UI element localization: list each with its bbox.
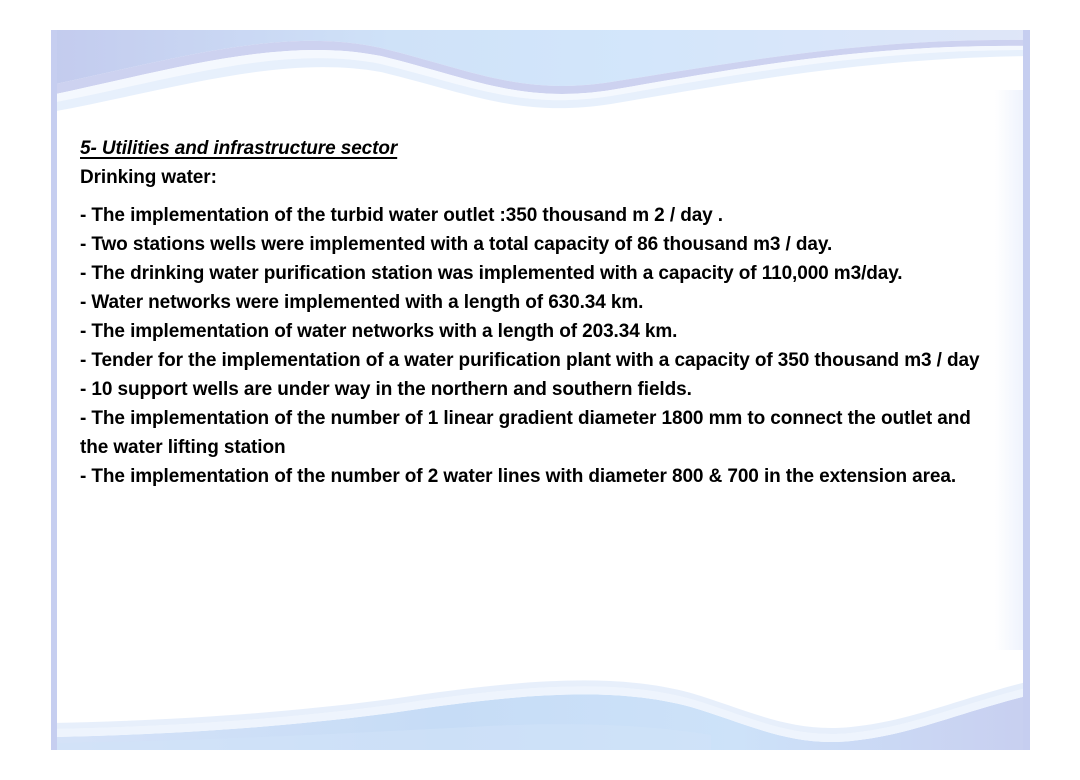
project-list <box>80 201 1000 491</box>
list-item: - The implementation of the turbid water outlet :350 thousand m 2 / day . <box>80 205 723 226</box>
slide <box>51 30 1030 750</box>
subsection-heading: Drinking water: <box>80 167 217 188</box>
slide-content <box>80 134 1000 491</box>
list-item: - The implementation of the number of 1 linear gradient diameter 1800 mm to connect the outlet and the water lifting station <box>80 408 971 458</box>
list-item: - 10 support wells are under way in the northern and southern fields. <box>80 379 692 400</box>
right-frame-border <box>1023 30 1030 750</box>
top-wave-decoration <box>51 30 1030 140</box>
list-item: - The implementation of the number of 2 water lines with diameter 800 & 700 in the extension area. <box>80 466 957 487</box>
list-item: - Two stations wells were implemented with a total capacity of 86 thousand m3 / day. <box>80 234 833 255</box>
left-frame-border <box>51 30 57 750</box>
list-item: - Tender for the implementation of a water purification plant with a capacity of 350 thousand m3 / day <box>80 350 980 371</box>
list-item: - Water networks were implemented with a length of 630.34 km. <box>80 292 644 313</box>
section-heading: 5- Utilities and infrastructure sector <box>80 138 398 159</box>
list-item: - The drinking water purification station was implemented with a capacity of 110,000 m3/day. <box>80 263 903 284</box>
bottom-wave-decoration <box>51 655 1030 750</box>
list-item: - The implementation of water networks with a length of 203.34 km. <box>80 321 678 342</box>
